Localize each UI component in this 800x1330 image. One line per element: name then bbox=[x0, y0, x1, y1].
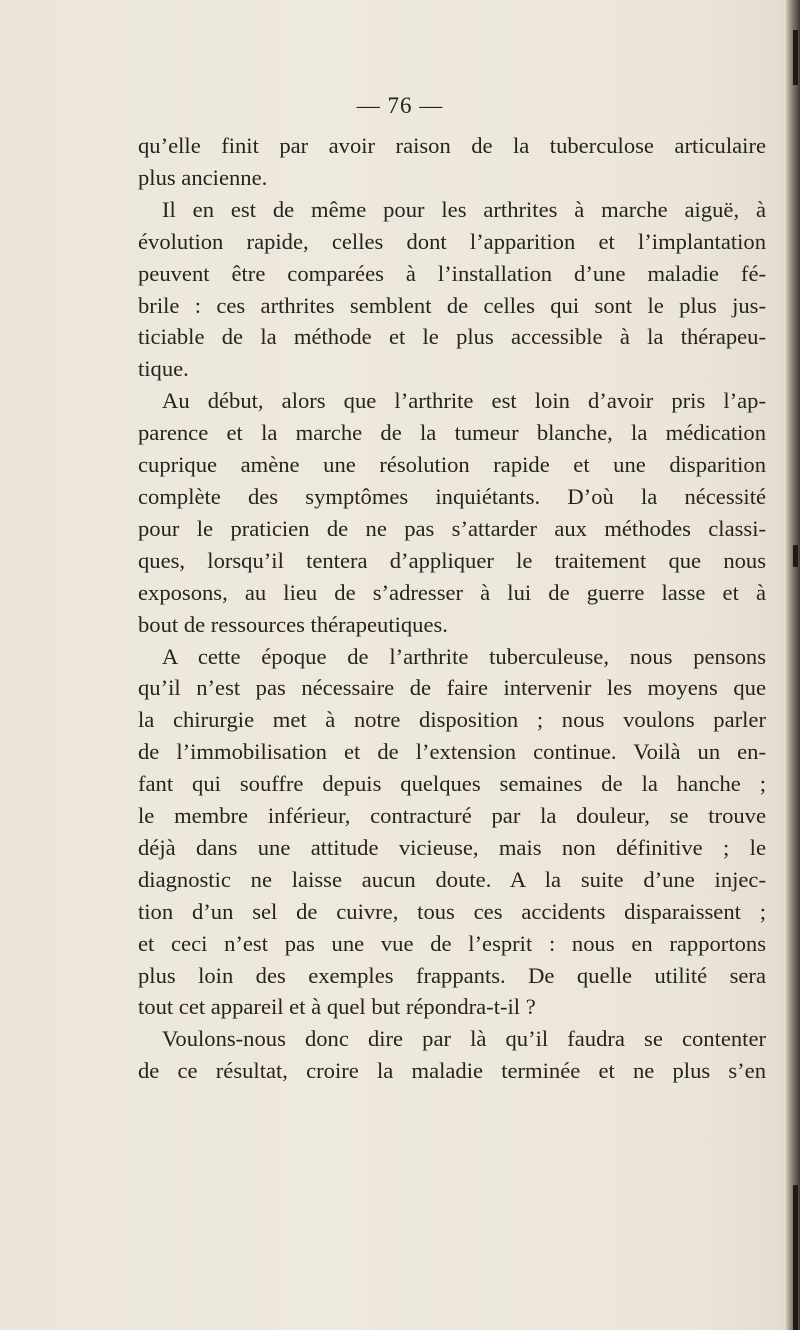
text-line: peuvent être comparées à l’installation d’une maladie fé- bbox=[138, 260, 766, 286]
edge-mark bbox=[793, 30, 798, 85]
text-line: Au début, alors que l’arthrite est loin d’avoir pris l’ap- bbox=[162, 388, 766, 414]
text-line: A cette époque de l’arthrite tuberculeuse, nous pensons bbox=[162, 643, 766, 669]
text-line: la chirurgie met à notre disposition ; nous voulons parler bbox=[138, 707, 766, 733]
text-line: tique. bbox=[138, 356, 189, 382]
text-line: diagnostic ne laisse aucun doute. A la suite d’une injec- bbox=[138, 866, 766, 892]
body-text bbox=[138, 130, 766, 1087]
text-line: fant qui souffre depuis quelques semaines de la hanche ; bbox=[138, 771, 766, 797]
edge-mark bbox=[793, 1185, 798, 1330]
text-line: de ce résultat, croire la maladie terminée et ne plus s’en bbox=[138, 1058, 766, 1084]
text-line: exposons, au lieu de s’adresser à lui de guerre lasse et à bbox=[138, 579, 766, 605]
text-line: cuprique amène une résolution rapide et une disparition bbox=[138, 452, 766, 478]
text-line: Voulons-nous donc dire par là qu’il faudra se contenter bbox=[162, 1026, 766, 1052]
text-line: tion d’un sel de cuivre, tous ces accidents disparaissent ; bbox=[138, 898, 766, 924]
text-line: évolution rapide, celles dont l’apparition et l’implantation bbox=[138, 228, 766, 254]
text-line: qu’il n’est pas nécessaire de faire intervenir les moyens que bbox=[138, 675, 766, 701]
text-line: qu’elle finit par avoir raison de la tuberculose articulaire bbox=[138, 133, 766, 158]
page-number: — 76 — bbox=[356, 93, 444, 118]
text-line: Il en est de même pour les arthrites à marche aiguë, à bbox=[162, 196, 766, 222]
text-line: déjà dans une attitude vicieuse, mais non définitive ; le bbox=[138, 834, 766, 860]
text-line: le membre inférieur, contracturé par la douleur, se trouve bbox=[138, 803, 766, 829]
text-line: complète des symptômes inquiétants. D’où la nécessité bbox=[138, 483, 766, 509]
text-line: plus loin des exemples frappants. De quelle utilité sera bbox=[138, 962, 766, 988]
text-line: bout de ressources thérapeutiques. bbox=[138, 611, 448, 637]
text-line: parence et la marche de la tumeur blanche, la médication bbox=[138, 420, 766, 446]
text-line: brile : ces arthrites semblent de celles qui sont le plus jus- bbox=[138, 292, 766, 318]
text-line: pour le praticien de ne pas s’attarder aux méthodes classi- bbox=[138, 515, 766, 541]
text-line: ticiable de la méthode et le plus accessible à la thérapeu- bbox=[138, 324, 766, 350]
text-line: et ceci n’est pas une vue de l’esprit : nous en rapportons bbox=[138, 930, 766, 956]
text-line: ques, lorsqu’il tentera d’appliquer le traitement que nous bbox=[138, 547, 766, 573]
text-line: tout cet appareil et à quel but répondra-t-il ? bbox=[138, 994, 536, 1020]
page-binding-edge bbox=[786, 0, 800, 1330]
text-line: plus ancienne. bbox=[138, 164, 268, 190]
edge-mark bbox=[793, 545, 798, 567]
text-line: de l’immobilisation et de l’extension continue. Voilà un en- bbox=[138, 739, 766, 765]
